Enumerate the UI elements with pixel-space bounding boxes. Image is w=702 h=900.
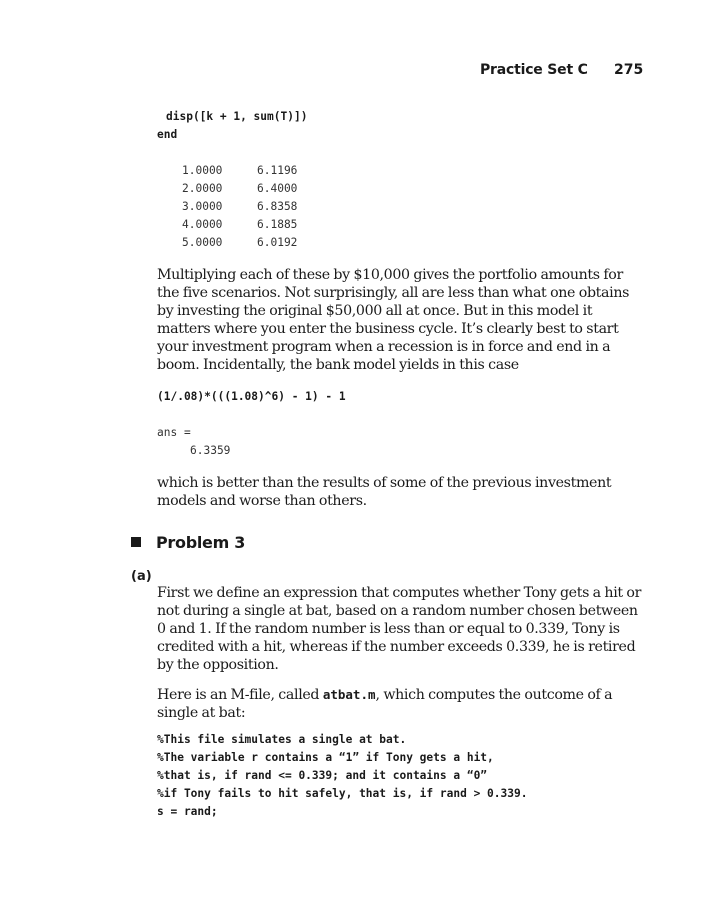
mfile-line: s = rand; xyxy=(157,805,218,818)
output-row xyxy=(182,180,297,198)
problem-heading xyxy=(131,532,245,552)
output-row xyxy=(182,234,297,252)
code-disp-line: disp([k + 1, sum(T)]) xyxy=(166,110,308,123)
output-row xyxy=(182,216,297,234)
paragraph-portfolio: Multiplying each of these by $10,000 gives the portfolio amounts for the five scenarios. Not surprisingly, all are less than what one obtains by investing the original $50,000 all at once. But in this model it matters where you enter the business cycle. It’s clearly best to start your investment program when a recession is in force and end in a boom. Incidentally, the bank model yields in this case xyxy=(157,267,630,373)
output-k: 3.0000 xyxy=(182,200,223,213)
output-row xyxy=(182,198,297,216)
mfile-intro-before: Here is an M-file, called xyxy=(157,687,323,703)
running-head-section: Practice Set C xyxy=(480,62,588,78)
mfile-line: %if Tony fails to hit safely, that is, if rand > 0.339. xyxy=(157,787,528,800)
output-table xyxy=(182,162,297,252)
code-end-line: end xyxy=(157,128,178,141)
mfile-line: %This file simulates a single at bat. xyxy=(157,733,407,746)
ans-value: 6.3359 xyxy=(190,444,231,457)
paragraph-at-bat: First we define an expression that computes whether Tony gets a hit or not during a single at bat, based on a random number chosen between 0 and 1. If the random number is less than or equal to 0.339, Tony is credited with a hit, whereas if the number exceeds 0.339, he is retired by the opposition. xyxy=(157,585,642,673)
part-label: (a) xyxy=(131,569,152,584)
output-sum: 6.0192 xyxy=(257,236,298,249)
page-number: 275 xyxy=(614,62,644,78)
page-header xyxy=(0,62,702,84)
output-sum: 6.1885 xyxy=(257,218,298,231)
paragraph-mfile-intro xyxy=(157,686,643,722)
output-row xyxy=(182,162,297,180)
square-bullet-icon xyxy=(131,537,141,547)
mfile-line: %The variable r contains a “1” if Tony gets a hit, xyxy=(157,751,494,764)
output-sum: 6.8358 xyxy=(257,200,298,213)
output-sum: 6.4000 xyxy=(257,182,298,195)
output-k: 4.0000 xyxy=(182,218,223,231)
paragraph-comparison: which is better than the results of some of the previous investment models and worse than others. xyxy=(157,475,612,509)
code-bank-expression: (1/.08)*(((1.08)^6) - 1) - 1 xyxy=(157,390,346,403)
ans-label: ans = xyxy=(157,426,191,439)
output-k: 2.0000 xyxy=(182,182,223,195)
output-k: 5.0000 xyxy=(182,236,223,249)
mfile-intro-after: , which computes the outcome of a single at bat: xyxy=(157,687,613,721)
problem-heading-text: Problem 3 xyxy=(156,532,246,552)
output-sum: 6.1196 xyxy=(257,164,298,177)
output-k: 1.0000 xyxy=(182,164,223,177)
mfile-name: atbat.m xyxy=(322,687,376,702)
mfile-line: %that is, if rand <= 0.339; and it contains a “0” xyxy=(157,769,488,782)
